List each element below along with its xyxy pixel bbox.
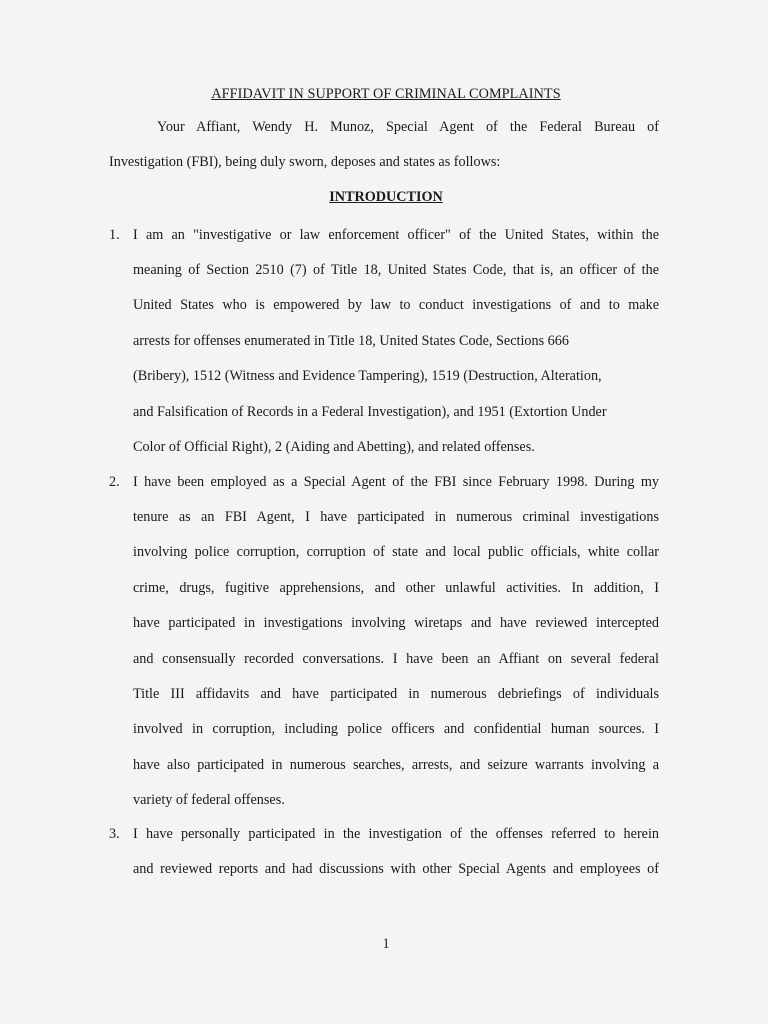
paragraph-number: 3.	[109, 826, 120, 842]
intro-line-2: Investigation (FBI), being duly sworn, deposes and states as follows:	[109, 154, 501, 170]
paragraph-line: and reviewed reports and had discussions with other Special Agents and employees of	[133, 861, 659, 877]
section-heading: INTRODUCTION	[329, 189, 443, 205]
paragraph-line: and consensually recorded conversations. I have been an Affiant on several federal	[133, 651, 659, 667]
paragraph-line: I have been employed as a Special Agent of the FBI since February 1998. During my	[133, 474, 659, 490]
paragraph-line: have also participated in numerous searches, arrests, and seizure warrants involving a	[133, 757, 659, 773]
paragraph-line: arrests for offenses enumerated in Title 18, United States Code, Sections 666	[133, 333, 569, 349]
paragraph-line: variety of federal offenses.	[133, 792, 285, 808]
intro-line-1: Your Affiant, Wendy H. Munoz, Special Agent of the Federal Bureau of	[157, 119, 659, 135]
paragraph-line: and Falsification of Records in a Federal Investigation), and 1951 (Extortion Under	[133, 404, 607, 420]
paragraph-line: I am an "investigative or law enforcement officer" of the United States, within the	[133, 227, 659, 243]
paragraph-number: 2.	[109, 474, 120, 490]
paragraph-line: tenure as an FBI Agent, I have participated in numerous criminal investigations	[133, 509, 659, 525]
document-title: AFFIDAVIT IN SUPPORT OF CRIMINAL COMPLAINTS	[211, 86, 561, 102]
paragraph-line: involving police corruption, corruption of state and local public officials, white collar	[133, 544, 659, 560]
paragraph-line: meaning of Section 2510 (7) of Title 18, United States Code, that is, an officer of the	[133, 262, 659, 278]
paragraph-line: involved in corruption, including police officers and confidential human sources. I	[133, 721, 659, 737]
paragraph-line: United States who is empowered by law to conduct investigations of and to make	[133, 297, 659, 313]
page-number: 1	[382, 936, 390, 952]
paragraph-line: Color of Official Right), 2 (Aiding and Abetting), and related offenses.	[133, 439, 535, 455]
paragraph-line: have participated in investigations involving wiretaps and have reviewed intercepted	[133, 615, 659, 631]
paragraph-line: Title III affidavits and have participated in numerous debriefings of individuals	[133, 686, 659, 702]
paragraph-line: I have personally participated in the investigation of the offenses referred to herein	[133, 826, 659, 842]
paragraph-number: 1.	[109, 227, 120, 243]
paragraph-line: crime, drugs, fugitive apprehensions, and other unlawful activities. In addition, I	[133, 580, 659, 596]
paragraph-line: (Bribery), 1512 (Witness and Evidence Tampering), 1519 (Destruction, Alteration,	[133, 368, 602, 384]
